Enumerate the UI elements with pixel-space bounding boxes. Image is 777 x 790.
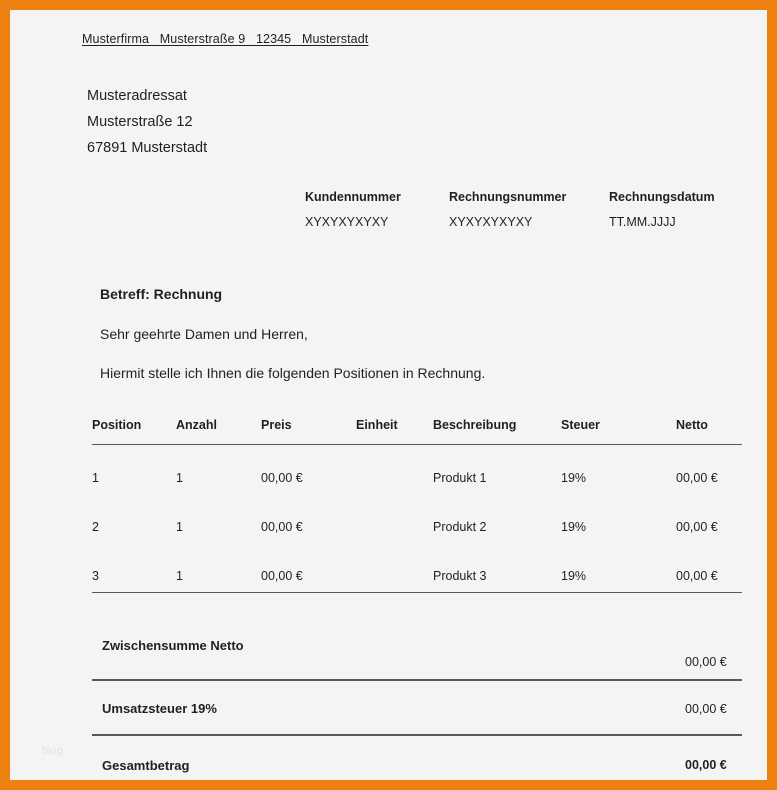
cell-netto: 00,00 € xyxy=(676,520,718,534)
cell-beschreibung: Produkt 1 xyxy=(433,471,487,485)
subtotal-amount: 00,00 € xyxy=(685,655,727,670)
invoice-sheet xyxy=(20,20,757,773)
cell-anzahl: 1 xyxy=(176,569,183,583)
cell-netto: 00,00 € xyxy=(676,569,718,583)
cell-preis: 00,00 € xyxy=(261,569,303,583)
cell-position: 2 xyxy=(92,520,99,534)
total-amount: 00,00 € xyxy=(685,757,727,772)
cell-netto: 00,00 € xyxy=(676,471,718,485)
table-row xyxy=(92,445,742,495)
column-header-anzahl: Anzahl xyxy=(176,418,261,445)
cell-anzahl: 1 xyxy=(176,471,183,485)
customer-number-value: XYXYXYXYXY xyxy=(305,215,389,229)
recipient-address-block xyxy=(87,83,207,161)
subtotal-label: Zwischensumme Netto xyxy=(102,638,244,654)
summary-row-subtotal xyxy=(92,593,742,679)
customer-number-label: Kundennummer xyxy=(305,190,401,204)
sender-return-address-line: Musterfirma Musterstraße 9 12345 Musterstadt xyxy=(82,32,369,46)
totals-summary xyxy=(92,592,742,786)
cell-beschreibung: Produkt 3 xyxy=(433,569,487,583)
cell-beschreibung: Produkt 2 xyxy=(433,520,487,534)
cell-einheit xyxy=(356,543,433,592)
salutation-line: Sehr geehrte Damen und Herren, xyxy=(100,326,308,342)
table-header-row xyxy=(92,418,742,445)
cell-preis: 00,00 € xyxy=(261,520,303,534)
cell-position: 1 xyxy=(92,471,99,485)
invoice-date-field xyxy=(609,190,715,229)
cell-einheit xyxy=(356,494,433,543)
cell-steuer: 19% xyxy=(561,471,587,485)
cell-steuer: 19% xyxy=(561,520,587,534)
cell-preis: 00,00 € xyxy=(261,471,303,485)
recipient-city: 67891 Musterstadt xyxy=(87,140,208,156)
invoice-number-field xyxy=(449,190,566,229)
invoice-date-label: Rechnungsdatum xyxy=(609,190,715,204)
table-row xyxy=(92,543,742,592)
vat-amount: 00,00 € xyxy=(685,701,727,716)
subject-line: Betreff: Rechnung xyxy=(100,286,223,302)
table-row xyxy=(92,494,742,543)
column-header-position: Position xyxy=(92,418,176,445)
summary-row-vat xyxy=(92,681,742,734)
recipient-name: Musteradressat xyxy=(87,88,187,104)
recipient-street: Musterstraße 12 xyxy=(87,114,193,130)
blog-watermark: blog xyxy=(42,745,63,757)
vat-label: Umsatzsteuer 19% xyxy=(102,700,217,716)
introduction-line: Hiermit stelle ich Ihnen die folgenden Positionen in Rechnung. xyxy=(100,365,486,381)
summary-row-total xyxy=(92,736,742,786)
column-header-steuer: Steuer xyxy=(561,418,676,445)
line-items-table xyxy=(92,418,742,592)
cell-einheit xyxy=(356,445,433,495)
invoice-number-label: Rechnungsnummer xyxy=(449,190,567,204)
invoice-number-value: XYXYXYXYXY xyxy=(449,215,533,229)
cell-steuer: 19% xyxy=(561,569,587,583)
cell-position: 3 xyxy=(92,569,99,583)
total-label: Gesamtbetrag xyxy=(102,757,190,773)
column-header-preis: Preis xyxy=(261,418,356,445)
invoice-date-value: TT.MM.JJJJ xyxy=(609,215,676,229)
column-header-einheit: Einheit xyxy=(356,418,433,445)
cell-anzahl: 1 xyxy=(176,520,183,534)
customer-number-field xyxy=(305,190,401,229)
column-header-beschreibung: Beschreibung xyxy=(433,418,561,445)
column-header-netto: Netto xyxy=(676,418,742,445)
